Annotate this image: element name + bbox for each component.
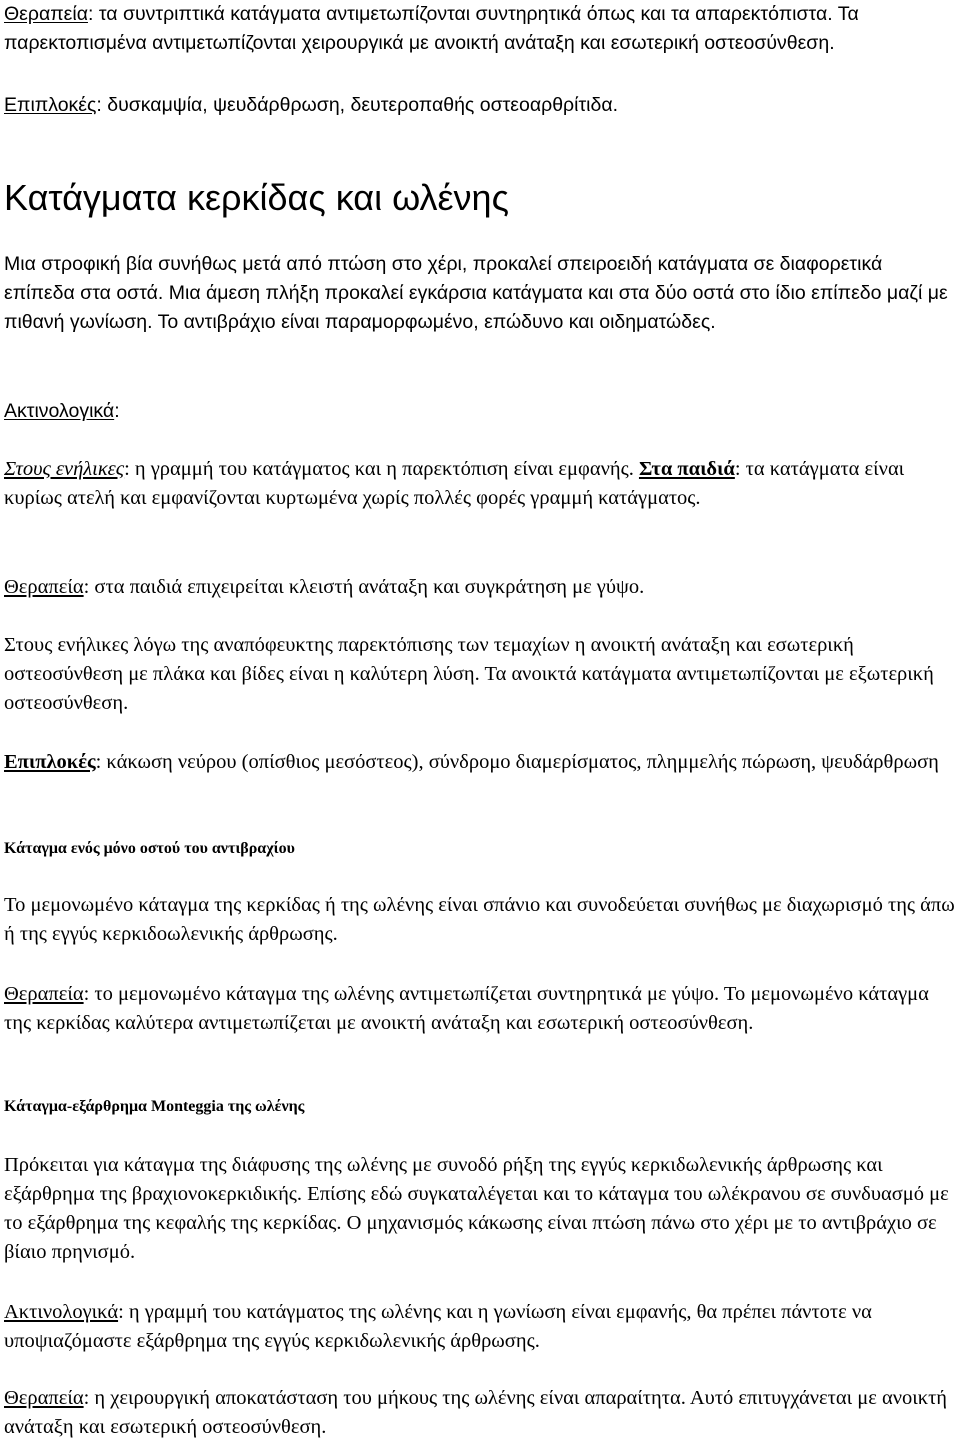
treatment-monteggia-text: : η χειρουργική αποκατάσταση του μήκους της ωλένης είναι απαραίτητα. Αυτό επιτυγχάνεται με ανοικτή ανάταξη και εσωτερική οστεοσύνθεση. <box>4 1387 948 1438</box>
heading-single-bone: Κάταγμα ενός μόνο οστού του αντιβραχίου <box>4 840 295 857</box>
heading-monteggia: Κάταγμα-εξάρθρημα Monteggia της ωλένης <box>4 1098 305 1115</box>
label-complications-2: Επιπλοκές <box>4 751 96 773</box>
paragraph-treatment-intro <box>4 0 956 58</box>
radiological-colon: : <box>114 400 120 422</box>
heading-radius-ulna: Κατάγματα κερκίδας και ωλένης <box>4 177 509 218</box>
treatment-single-text: : το μεμονωμένο κάταγμα της ωλένης αντιμετωπίζεται συντηρητικά με γύψο. Το μεμονωμένο κάταγμα της κερκίδας καλύτερα αντιμετωπίζεται με ανοικτή ανάταξη και εσωτερική οστεοσύνθεση. <box>4 983 929 1034</box>
paragraph-single-bone: Το μεμονωμένο κάταγμα της κερκίδας ή της ωλένης είναι σπάνιο και συνοδεύεται συνήθως με διαχωρισμό της άπω ή της εγγύς κερκιδοωλενικής άρθρωσης. <box>4 894 955 945</box>
paragraph-radiological-label <box>4 397 120 426</box>
label-treatment-children: Θεραπεία <box>4 576 84 598</box>
paragraph-complications <box>4 748 956 777</box>
treatment-text: : τα συντριπτικά κατάγματα αντιμετωπίζονται συντηρητικά όπως και τα απαρεκτόπιστα. Τα παρεκτοπισμένα αντιμετωπίζονται χειρουργικά με ανοικτή ανάταξη και εσωτερική οστεοσύνθεση. <box>4 3 859 54</box>
treatment-children-text: : στα παιδιά επιχειρείται κλειστή ανάταξη και συγκράτηση με γύψο. <box>83 576 645 598</box>
label-treatment-single: Θεραπεία <box>4 983 84 1005</box>
children-text: : τα κατάγματα είναι κυρίως ατελή και εμφανίζονται κυρτωμένα χωρίς πολλές φορές γραμμή κατάγματος. <box>4 458 905 509</box>
radiological-monteggia-text: : η γραμμή του κατάγματος της ωλένης και η γωνίωση είναι εμφανής, θα πρέπει πάντοτε να υποψιαζόμαστε εξάρθρημα της εγγύς κερκιδωλενικής άρθρωσης. <box>4 1301 872 1352</box>
label-radiological: Ακτινολογικά <box>4 400 115 422</box>
label-radiological-monteggia: Ακτινολογικά <box>4 1301 119 1323</box>
label-complications: Επιπλοκές <box>4 94 97 116</box>
adults-text: : η γραμμή του κατάγματος και η παρεκτόπιση είναι εμφανής. <box>124 458 639 480</box>
complications-2-text: : κάκωση νεύρου (οπίσθιος μεσόστεος), σύνδρομο διαμερίσματος, πλημμελής πώρωση, ψευδάρθρωση <box>95 751 939 773</box>
paragraph-adults-children <box>4 455 956 513</box>
label-children: Στα παιδιά <box>638 458 735 480</box>
paragraph-single-bone-treatment <box>4 980 956 1038</box>
paragraph-monteggia: Πρόκειται για κάταγμα της διάφυσης της ωλένης με συνοδό ρήξη της εγγύς κερκιδωλενικής άρθρωσης και εξάρθρημα της βραχιονοκερκιδικής. Επίσης εδώ συγκαταλέγεται και το κάταγμα του ωλέκρανου σε συνδυασμό με το εξάρθρημα της κεφαλής της κερκίδας. Ο μηχανισμός κάκωσης είναι πτώση πάνω στο χέρι με το αντιβράχιο σε βίαιο πρηνισμό. <box>4 1154 949 1263</box>
paragraph-adults-treatment: Στους ενήλικες λόγω της αναπόφευκτης παρεκτόπισης των τεμαχίων η ανοικτή ανάταξη και εσωτερική οστεοσύνθεση με πλάκα και βίδες είναι η καλύτερη λύση. Τα ανοικτά κατάγματα αντιμετωπίζονται με εξωτερική οστεοσύνθεση. <box>4 634 934 714</box>
paragraph-monteggia-radiological <box>4 1298 956 1356</box>
paragraph-complications-intro <box>4 91 956 120</box>
paragraph-mechanism: Μια στροφική βία συνήθως μετά από πτώση στο χέρι, προκαλεί σπειροειδή κατάγματα σε διαφορετικά επίπεδα στα οστά. Μια άμεση πλήξη προκαλεί εγκάρσια κατάγματα και στα δύο οστά στο ίδιο επίπεδο μαζί με πιθανή γωνίωση. Το αντιβράχιο είναι παραμορφωμένο, επώδυνο και οιδηματώδες. <box>4 253 948 333</box>
label-treatment: Θεραπεία <box>4 3 88 25</box>
paragraph-treatment-children <box>4 573 956 602</box>
complications-text: : δυσκαμψία, ψευδάρθρωση, δευτεροπαθής οστεοαρθρίτιδα. <box>96 94 619 116</box>
paragraph-monteggia-treatment <box>4 1384 956 1442</box>
label-treatment-monteggia: Θεραπεία <box>4 1387 84 1409</box>
label-adults: Στους ενήλικες <box>4 458 125 480</box>
